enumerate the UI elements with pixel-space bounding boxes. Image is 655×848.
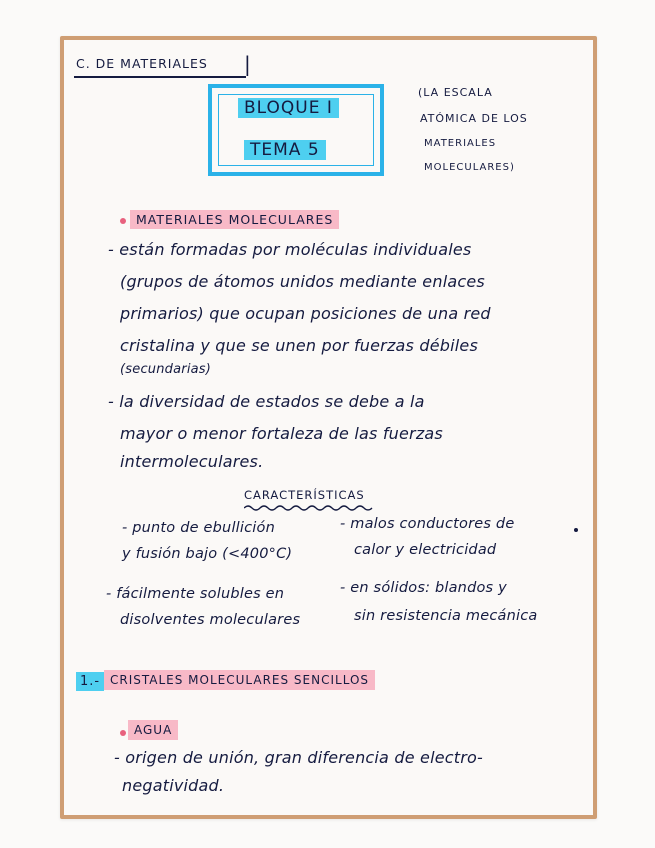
section2-heading: CRISTALES MOLECULARES SENCILLOS — [104, 670, 375, 690]
topic-title: TEMA 5 — [244, 140, 326, 160]
block-title: BLOQUE I — [238, 98, 339, 118]
header-underline — [74, 76, 246, 78]
characteristics-right-3: - en sólidos: blandos y — [340, 580, 507, 596]
section1-bullet1-line-3: primarios) que ocupan posiciones de una red — [120, 304, 491, 323]
section1-bullet-icon — [120, 218, 126, 224]
characteristics-heading: CARACTERÍSTICAS — [244, 488, 365, 502]
characteristics-right-1: - malos conductores de — [340, 516, 515, 532]
section1-bullet1-line-5: (secundarias) — [120, 362, 212, 377]
wavy-underline-icon — [244, 504, 374, 512]
section2-line-1: - origen de unión, gran diferencia de electro- — [114, 748, 483, 767]
side-note-line-2: ATÓMICA DE LOS — [420, 112, 528, 125]
characteristics-right-4: sin resistencia mecánica — [354, 608, 538, 624]
section2-subheading: AGUA — [128, 720, 178, 740]
header-separator: | — [244, 52, 251, 76]
section2-line-2: negatividad. — [122, 776, 225, 795]
section1-heading: MATERIALES MOLECULARES — [130, 210, 339, 229]
section1-bullet1-line-1: - están formadas por moléculas individuales — [108, 240, 472, 259]
characteristics-left-2: y fusión bajo (<400°C) — [122, 546, 293, 562]
section1-bullet2-line-2: mayor o menor fortaleza de las fuerzas — [120, 424, 443, 443]
subject-header: C. DE MATERIALES — [76, 56, 208, 71]
section1-bullet1-line-2: (grupos de átomos unidos mediante enlaces — [120, 272, 485, 291]
title-box — [208, 84, 384, 176]
characteristics-right-2: calor y electricidad — [354, 542, 497, 558]
stray-mark — [574, 528, 578, 532]
characteristics-left-1: - punto de ebullición — [122, 520, 275, 536]
notebook-page — [60, 36, 597, 819]
section2-bullet-icon — [120, 730, 126, 736]
side-note-line-3: MATERIALES — [424, 138, 497, 149]
section1-bullet1-line-4: cristalina y que se unen por fuerzas débiles — [120, 336, 479, 355]
section2-number: 1.- — [76, 672, 104, 691]
characteristics-left-4: disolventes moleculares — [120, 612, 301, 628]
section1-bullet2-line-3: intermoleculares. — [120, 452, 264, 471]
side-note-line-4: MOLECULARES) — [424, 162, 515, 173]
section1-bullet2-line-1: - la diversidad de estados se debe a la — [108, 392, 425, 411]
side-note-line-1: (LA ESCALA — [418, 86, 493, 99]
characteristics-left-3: - fácilmente solubles en — [106, 586, 285, 602]
